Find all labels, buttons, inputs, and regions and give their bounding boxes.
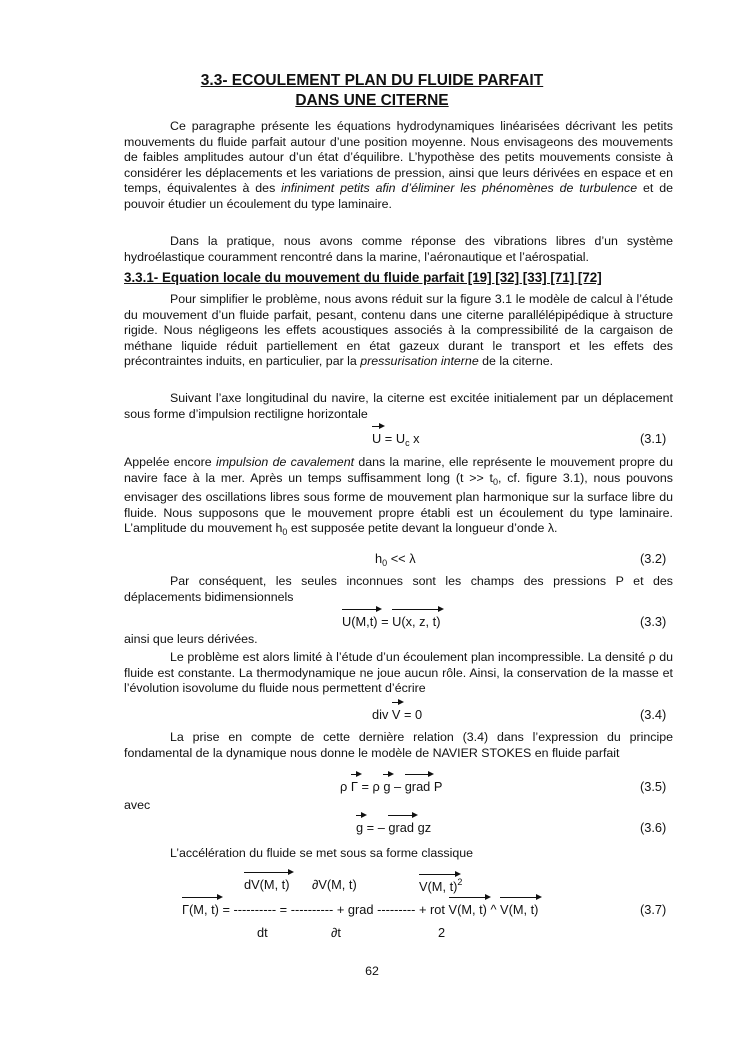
intro-paragraph-2: Dans la pratique, nous avons comme réponse des vibrations libres d’un système hydroélastique couramment rencontré dans la marine, l’aéronautique et l’aérospatial.	[124, 234, 673, 264]
paragraph-cavalement: Appelée encore impulsion de cavalement dans la marine, elle représente le mouvement propre du navire face à la mer. Après un temps suffisamment long ($t >> t_0$, cf. figure 3.1), nous pouvons envisager des oscillations libres sous forme de mouvement plan harmonique sur la surface libre du fluide. Nous supposons que le mouvement propre établi est un écoulement du type laminaire. L’amplitude du mouvement $h_0$ est supposée petite devant la longueur d’onde λ.	[124, 455, 673, 538]
intro-paragraph-1: Ce paragraphe présente les équations hydrodynamiques linéarisées décrivant les petits mouvements du fluide parfait autour d’une position moyenne. Nous envisageons des mouvements de faibles amplitudes autour d’un état d’équilibre. L’hypothèse des petits mouvements consiste à considérer les déplacements et les variations de pression, ainsi que leurs dérivées en espace et en temps, équivalentes à des infiniment petits afin d’éliminer les phénomènes de turbulence et de pouvoir étudier un écoulement du type laminaire.	[124, 119, 673, 211]
equation-number-3-3: (3.3)	[640, 614, 667, 629]
equation-3-2: $h_0 << \lambda$	[375, 551, 416, 568]
eq37-denominator-dt: dt	[257, 925, 268, 940]
eq37-numerator-V2: V(M, t)$^2$	[419, 877, 463, 894]
equation-3-6: g = – grad gz	[356, 820, 432, 835]
equation-3-1: $U = U_c$ x	[372, 431, 420, 448]
equation-number-3-5: (3.5)	[640, 779, 667, 794]
paragraph-incompressible: Le problème est alors limité à l’étude d’un écoulement plan incompressible. La densité ρ du fluide est constante. La thermodynamique ne joue aucun rôle. Ainsi, la conservation de la masse et l’évolution isovolume du fluide nous permettent d’écrire	[124, 650, 673, 696]
subsection-heading: 3.3.1- Equation locale du mouvement du fluide parfait [19] [32] [33] [71] [72]	[124, 270, 602, 285]
section-title-line1: 3.3- ECOULEMENT PLAN DU FLUIDE PARFAIT	[200, 72, 544, 89]
paragraph-excitation: Suivant l’axe longitudinal du navire, la citerne est excitée initialement par un déplacement sous forme d’impulsion rectiligne horizontale	[124, 391, 673, 421]
eq37-numerator-dV: dV(M, t)	[244, 877, 290, 892]
equation-number-3-7: (3.7)	[640, 902, 667, 917]
eq37-denominator-2: 2	[438, 925, 446, 940]
equation-number-3-1: (3.1)	[640, 431, 667, 446]
label-avec: avec	[124, 798, 151, 812]
equation-number-3-6: (3.6)	[640, 820, 667, 835]
page-number: 62	[365, 964, 379, 978]
section-title-line2: DANS UNE CITERNE	[295, 92, 449, 109]
paragraph-acceleration: L’accélération du fluide se met sous sa forme classique	[170, 846, 474, 860]
paragraph-derivatives: ainsi que leurs dérivées.	[124, 632, 258, 646]
paragraph-model: Pour simplifier le problème, nous avons réduit sur la figure 3.1 le modèle de calcul à l’étude du mouvement d’un fluide parfait, pesant, contenu dans une citerne parallélépipédique à structure rigide. Nous négligeons les effets acoustiques associés à la compressibilité de la cargaison de méthane liquide réduit partiellement en état gazeux durant le transport et les effets des précontraintes induits, en particulier, par la pressurisation interne de la citerne.	[124, 292, 673, 369]
equation-number-3-2: (3.2)	[640, 551, 667, 566]
equation-3-5: ρ Γ = ρ g – grad P	[340, 779, 443, 794]
eq37-denominator-partialt: ∂t	[331, 925, 341, 940]
eq37-numerator-partialV: ∂V(M, t)	[312, 877, 357, 892]
paragraph-navier-stokes: La prise en compte de cette dernière relation (3.4) dans l’expression du principe fondamental de la dynamique nous donne le modèle de NAVIER STOKES en fluide parfait	[124, 730, 673, 760]
equation-3-4: div V = 0	[372, 707, 423, 722]
equation-number-3-4: (3.4)	[640, 707, 667, 722]
equation-3-3: U(M,t) = U(x, z, t)	[342, 614, 441, 629]
equation-3-7: Γ(M, t) = ---------- = ---------- + grad --------- + rot V(M, t) ^ V(M, t)	[182, 902, 539, 917]
paragraph-unknowns: Par conséquent, les seules inconnues sont les champs des pressions P et des déplacements bidimensionnels	[124, 574, 673, 604]
